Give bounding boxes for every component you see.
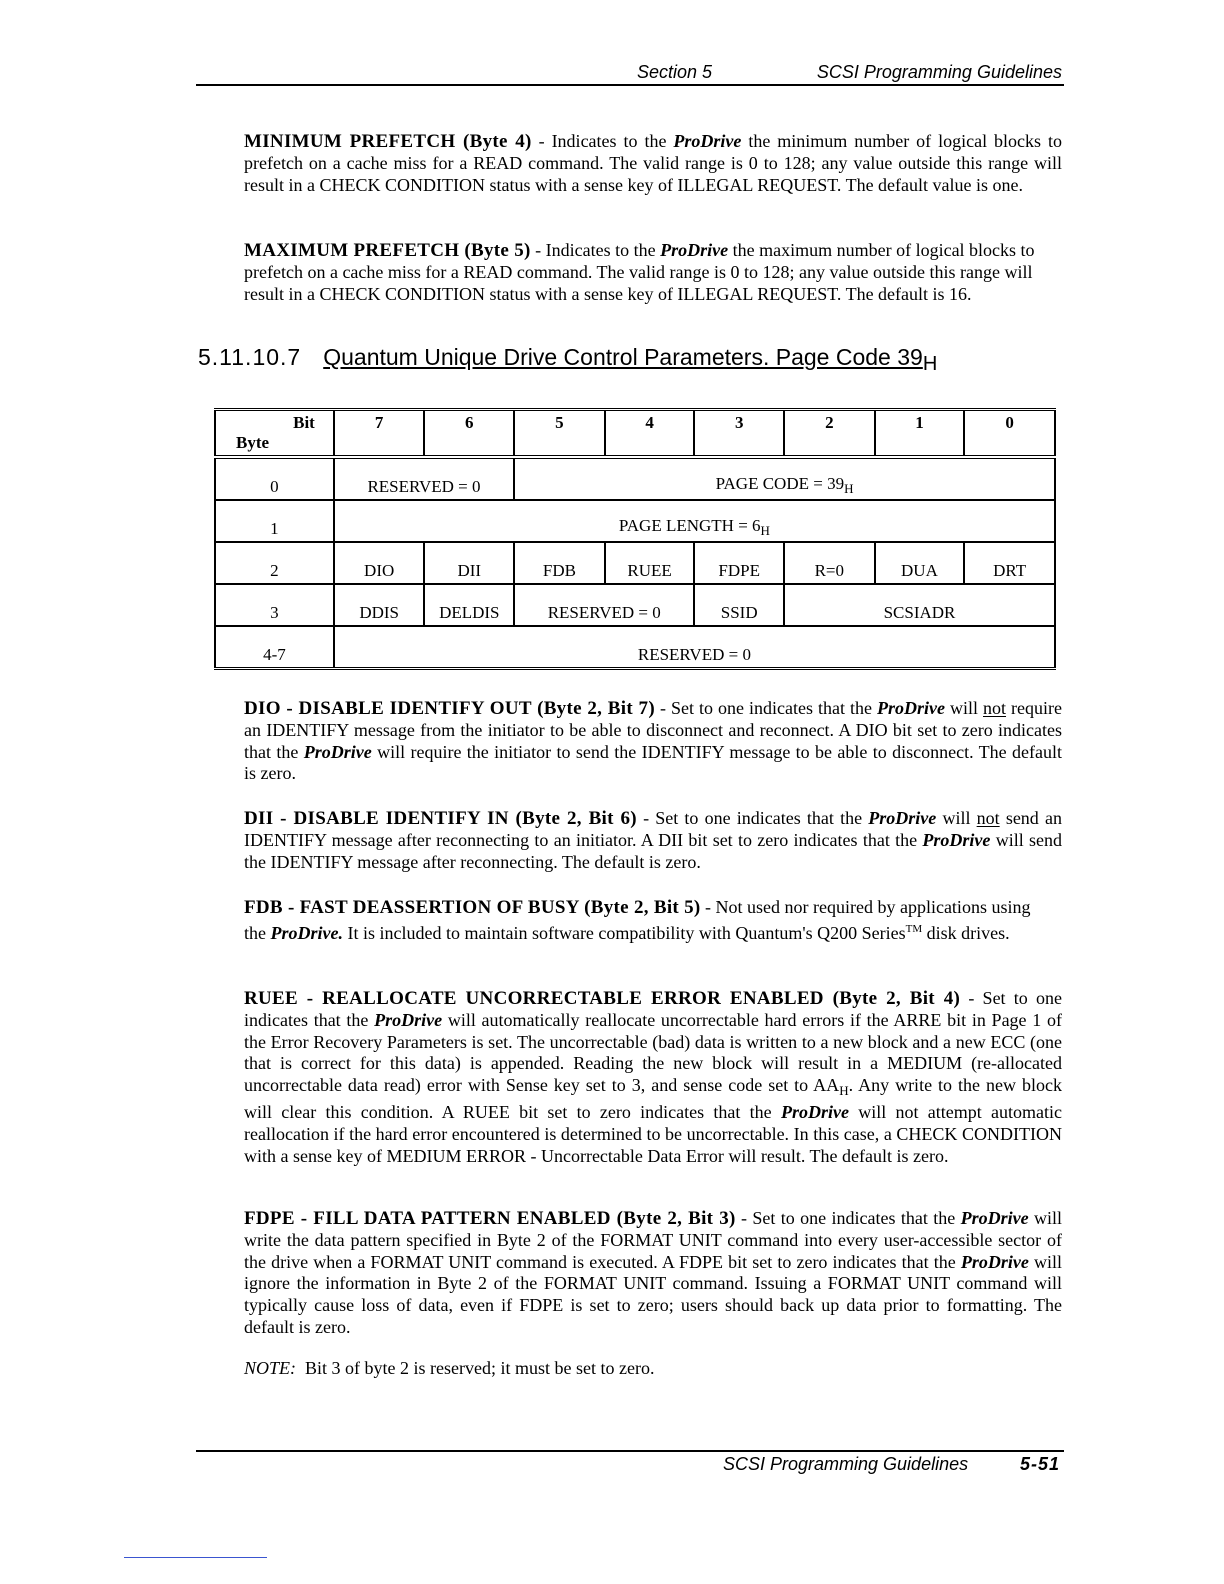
- max-prefetch-lead: MAXIMUM PREFETCH (Byte 5): [244, 240, 531, 261]
- scsiadr-cell: SCSIADR: [784, 584, 1055, 626]
- text-span: send an IDENTIFY message after reconnecting to an initiator. A DII bit set to zero indicates that the: [244, 808, 1062, 850]
- text-span: It is included to maintain software compatibility with Quantum's Q200 Series: [342, 922, 906, 943]
- section-title-text: Quantum Unique Drive Control Parameters. Page Code 39: [323, 344, 923, 370]
- page-footer: [196, 1450, 1064, 1474]
- min-prefetch-lead: MINIMUM PREFETCH (Byte 4): [244, 131, 532, 152]
- max-prefetch-paragraph: [244, 240, 1044, 305]
- product-name: ProDrive.: [270, 922, 343, 943]
- bit-header: 0: [964, 410, 1055, 458]
- table-row: [215, 500, 1055, 542]
- underlined-word: not: [983, 698, 1007, 718]
- text-span: . Any write to the new block will clear this condition. A RUEE bit set to zero indicates that the: [244, 1075, 1062, 1122]
- text-span: will write the data pattern specified in Byte 2 of the FORMAT UNIT command into every user-accessible sector of the drive when a FORMAT UNIT command is executed. A FDPE bit set to zero indicates that the: [244, 1208, 1062, 1272]
- bit-field-cell: DRT: [964, 542, 1055, 584]
- text-span: - Indicates to the: [530, 240, 661, 260]
- bit-field-cell: DIO: [334, 542, 425, 584]
- byte-number: 3: [215, 584, 334, 626]
- note: [244, 1358, 654, 1379]
- ddis-cell: DDIS: [334, 584, 425, 626]
- bit-field-cell: FDPE: [694, 542, 784, 584]
- product-name: ProDrive: [960, 1208, 1029, 1228]
- byte-number: 1: [215, 500, 334, 542]
- section-heading: [198, 344, 937, 376]
- text-span: - Set to one indicates that the: [636, 808, 869, 828]
- text-span: will automatically reallocate uncorrectable hard errors if the ARRE bit in Page 1 of the Error Recovery Parameters is set. The uncorrectable (bad) data is written to a new block and a new ECC (one that is correct for this data) is appended. Reading the new block will result in a MEDIUM (re-allocated uncorrectable data read) error with Sense key set to 3, and sense code set to AA: [244, 1009, 1062, 1096]
- dio-description: [244, 698, 1062, 785]
- text-span: require an IDENTIFY message from the initiator to be able to disconnect and reconnect. A DIO bit set to zero indicates that the: [244, 698, 1062, 762]
- text-span: the maximum number of logical blocks to prefetch on a cache miss for a READ command. The valid range is 0 to 128; any value outside this range will result in a CHECK CONDITION status with a sense key of ILLEGAL REQUEST. The default is 16.: [244, 240, 1035, 304]
- bit-field-cell: DUA: [875, 542, 965, 584]
- page-length-cell: [334, 500, 1055, 542]
- page-number: 5-51: [1019, 1454, 1060, 1474]
- fdb-description: [244, 897, 1044, 945]
- bit-header: 3: [694, 410, 784, 458]
- bit-label: Bit: [293, 413, 315, 432]
- dii-description: [244, 808, 1062, 873]
- deldis-cell: DELDIS: [424, 584, 514, 626]
- footer-title: SCSI Programming Guidelines: [723, 1454, 969, 1474]
- bit-header: 6: [424, 410, 514, 458]
- fdpe-lead: FDPE - FILL DATA PATTERN ENABLED (Byte 2, Bit 3): [244, 1208, 736, 1229]
- hex-subscript: H: [839, 1083, 849, 1099]
- dii-lead: DII - DISABLE IDENTIFY IN (Byte 2, Bit 6): [244, 808, 637, 829]
- bit-field-cell: FDB: [514, 542, 605, 584]
- underlined-word: not: [976, 808, 1000, 828]
- page-length-sub: H: [760, 523, 770, 538]
- note-label: NOTE:: [244, 1358, 297, 1378]
- product-name: ProDrive: [303, 741, 372, 762]
- product-name: ProDrive: [660, 240, 729, 260]
- table-row: [215, 584, 1055, 626]
- bit-field-cell: DII: [424, 542, 514, 584]
- byte-number: 4-7: [215, 626, 334, 669]
- product-name: ProDrive: [960, 1251, 1029, 1272]
- trademark-mark: TM: [905, 922, 923, 935]
- section-title: [323, 344, 938, 375]
- reserved-cell: RESERVED = 0: [334, 457, 514, 500]
- bit-header: 4: [605, 410, 695, 458]
- text-span: - Set to one indicates that the: [244, 988, 1062, 1030]
- header-section: Section 5: [637, 62, 713, 82]
- byte-label: Byte: [236, 433, 270, 452]
- fdb-lead: FDB - FAST DEASSERTION OF BUSY (Byte 2, Bit 5): [244, 897, 701, 918]
- text-span: - Set to one indicates that the: [735, 1208, 961, 1228]
- product-name: ProDrive: [922, 829, 991, 850]
- text-span: will: [936, 808, 977, 828]
- product-name: ProDrive: [374, 1009, 443, 1030]
- text-span: will: [944, 698, 983, 718]
- text-span: - Not used nor required by applications using the: [244, 897, 1031, 943]
- page-length-text: PAGE LENGTH = 6: [618, 516, 761, 535]
- table-header-row: [215, 410, 1055, 458]
- fdpe-description: [244, 1208, 1062, 1339]
- bit-header: 1: [875, 410, 965, 458]
- text-span: will send the IDENTIFY message after reconnecting. The default is zero.: [244, 829, 1062, 872]
- ssid-cell: SSID: [694, 584, 784, 626]
- register-table: [214, 408, 1056, 670]
- product-name: ProDrive: [780, 1101, 849, 1122]
- bit-byte-corner: [215, 410, 334, 458]
- table-row: [215, 626, 1055, 669]
- header-title: SCSI Programming Guidelines: [816, 62, 1062, 82]
- page-code-sub: H: [844, 481, 854, 496]
- min-prefetch-paragraph: [244, 131, 1062, 196]
- bit-header: 7: [334, 410, 425, 458]
- byte-number: 0: [215, 457, 334, 500]
- product-name: ProDrive: [868, 808, 937, 828]
- section-number: 5.11.10.7: [198, 344, 302, 370]
- page-code-text: PAGE CODE = 39: [715, 474, 845, 493]
- bit-field-cell: RUEE: [605, 542, 695, 584]
- scan-mark-line: [124, 1557, 267, 1558]
- note-text: Bit 3 of byte 2 is reserved; it must be set to zero.: [305, 1358, 655, 1378]
- byte-number: 2: [215, 542, 334, 584]
- text-span: will ignore the information in Byte 2 of the FORMAT UNIT command. Issuing a FORMAT UNIT command will typically cause loss of data, even if FDPE is set to zero; users should back up data prior to formatting. The default is zero.: [244, 1251, 1062, 1337]
- product-name: ProDrive: [876, 698, 945, 718]
- table-row: [215, 457, 1055, 500]
- section-title-sub: H: [922, 353, 938, 375]
- page-header: [196, 62, 1064, 86]
- reserved-cell: RESERVED = 0: [514, 584, 694, 626]
- text-span: will require the initiator to send the IDENTIFY message to be able to disconnect. The default is zero.: [244, 741, 1063, 784]
- dio-lead: DIO - DISABLE IDENTIFY OUT (Byte 2, Bit 7): [244, 698, 655, 719]
- text-span: the minimum number of logical blocks to prefetch on a cache miss for a READ command. The valid range is 0 to 128; any value outside this range will result in a CHECK CONDITION status with a sense key of ILLEGAL REQUEST. The default value is one.: [244, 131, 1062, 195]
- bit-field-cell: R=0: [784, 542, 875, 584]
- bit-header: 5: [514, 410, 605, 458]
- text-span: disk drives.: [922, 922, 1010, 943]
- bit-header: 2: [784, 410, 875, 458]
- reserved-cell: RESERVED = 0: [334, 626, 1055, 669]
- text-span: - Set to one indicates that the: [654, 698, 877, 718]
- page-code-cell: [514, 457, 1055, 500]
- product-name: ProDrive: [673, 131, 742, 151]
- table-row: [215, 542, 1055, 584]
- text-span: - Indicates to the: [531, 131, 674, 151]
- ruee-lead: RUEE - REALLOCATE UNCORRECTABLE ERROR ENABLED (Byte 2, Bit 4): [244, 988, 961, 1009]
- text-span: will not attempt automatic reallocation if the hard error encountered is determined to be uncorrectable. In this case, a CHECK CONDITION with a sense key of MEDIUM ERROR - Uncorrectable Data Error will result. The default is zero.: [244, 1101, 1062, 1166]
- ruee-description: [244, 988, 1062, 1167]
